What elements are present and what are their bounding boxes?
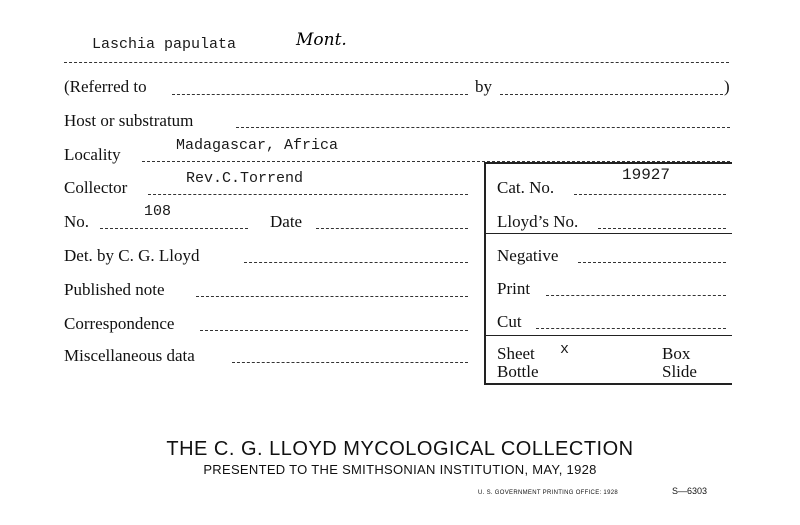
sheet-mark: x <box>560 341 570 358</box>
collector-line <box>148 194 468 195</box>
collection-title: THE C. G. LLOYD MYCOLOGICAL COLLECTION <box>166 438 634 460</box>
referred-line <box>172 94 468 95</box>
species-name: Laschia papulata <box>92 36 237 53</box>
collector-value: Rev.C.Torrend <box>186 170 304 187</box>
box-divider-lower <box>484 335 732 336</box>
negative-line <box>578 262 726 263</box>
print-label: Print <box>497 279 531 298</box>
locality-value: Madagascar, Africa <box>176 137 339 154</box>
title-underline <box>64 62 729 63</box>
host-label: Host or substratum <box>64 111 194 130</box>
date-label: Date <box>270 212 303 231</box>
box-label: Box <box>662 344 691 363</box>
det-line <box>244 262 468 263</box>
box-left-border <box>484 162 486 384</box>
cut-label: Cut <box>497 312 522 331</box>
referred-label: (Referred to <box>64 77 147 96</box>
misc-label: Miscellaneous data <box>64 346 195 365</box>
cat-line <box>574 194 726 195</box>
lloyd-label: Lloyd’s No. <box>497 212 579 231</box>
box-divider <box>484 233 732 234</box>
form-number: S—6303 <box>672 486 708 496</box>
cat-label: Cat. No. <box>497 178 555 197</box>
no-line <box>100 228 248 229</box>
locality-label: Locality <box>64 145 121 164</box>
no-label: No. <box>64 212 90 231</box>
referred-close: ) <box>724 77 730 96</box>
collector-label: Collector <box>64 178 128 197</box>
collection-subtitle: PRESENTED TO THE SMITHSONIAN INSTITUTION, MAY, 1928 <box>203 462 597 477</box>
printing-office: U. S. GOVERNMENT PRINTING OFFICE: 1928 <box>478 490 618 496</box>
author-handwritten: Mont. <box>296 30 347 50</box>
correspondence-line <box>200 330 468 331</box>
sheet-label: Sheet <box>497 344 535 363</box>
det-label: Det. by C. G. Lloyd <box>64 246 200 265</box>
slide-label: Slide <box>662 362 697 381</box>
misc-line <box>232 362 468 363</box>
cat-value: 19927 <box>622 166 671 184</box>
box-bottom-border <box>484 383 732 385</box>
by-line <box>500 94 723 95</box>
by-label: by <box>475 77 492 96</box>
bottle-label: Bottle <box>497 362 539 381</box>
published-label: Published note <box>64 280 165 299</box>
negative-label: Negative <box>497 246 559 265</box>
lloyd-line <box>598 228 726 229</box>
print-line <box>546 295 726 296</box>
no-value: 108 <box>144 203 172 220</box>
box-top-border <box>484 162 732 164</box>
date-line <box>316 228 468 229</box>
published-line <box>196 296 468 297</box>
host-line <box>236 127 730 128</box>
cut-line <box>536 328 726 329</box>
correspondence-label: Correspondence <box>64 314 175 333</box>
